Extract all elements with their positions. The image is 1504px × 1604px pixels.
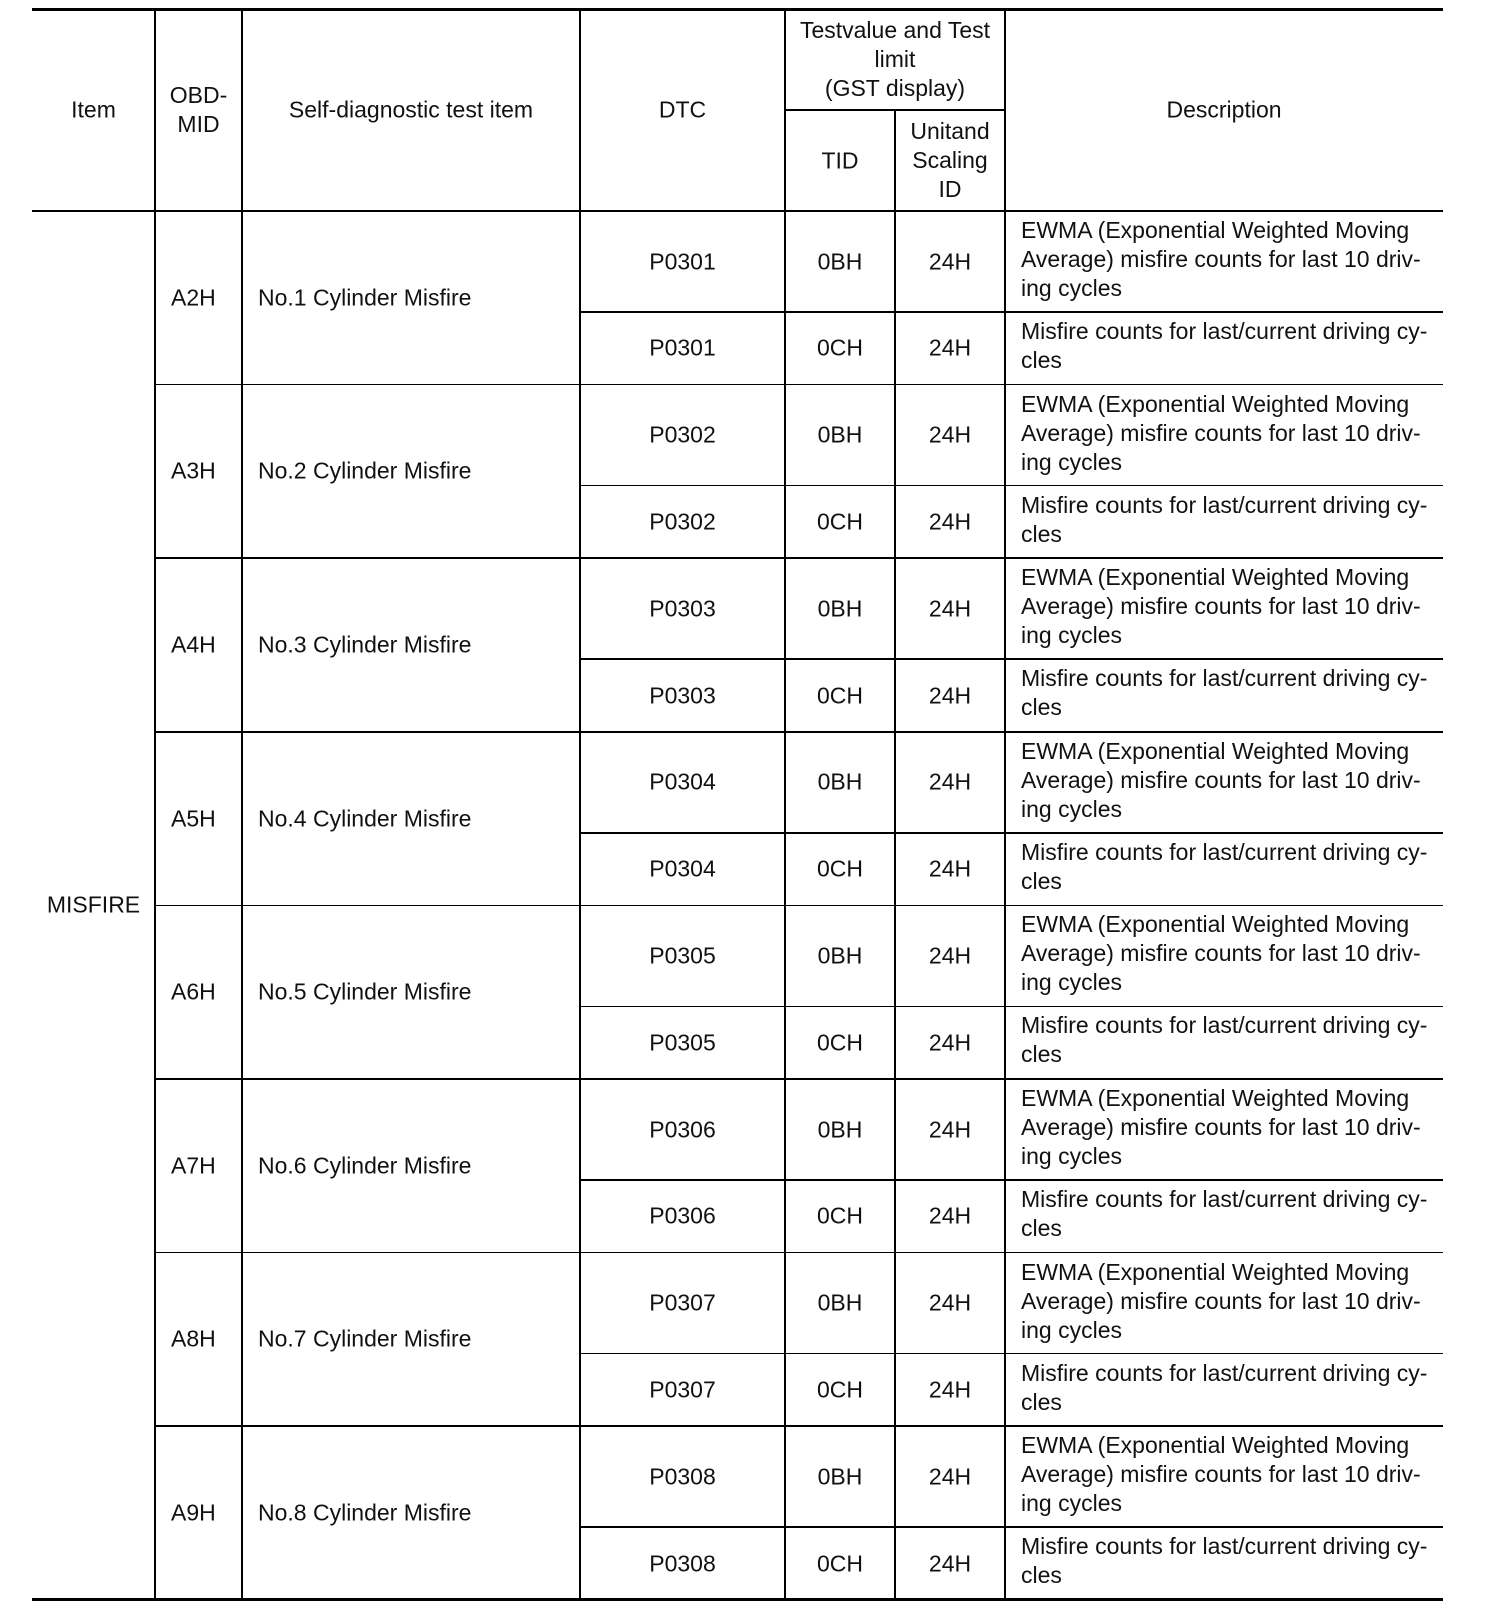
dtc-cell: P0302 xyxy=(649,508,716,535)
unit-scaling-cell: 24H xyxy=(928,768,972,795)
description-line: cles xyxy=(1021,694,1062,721)
row-rule xyxy=(580,1179,1443,1181)
obd-mid-cell: A6H xyxy=(171,978,216,1005)
description-line: Average) misfire counts for last 10 driv- xyxy=(1021,419,1421,446)
header-test-value-line-3: (GST display) xyxy=(824,75,966,101)
column-rule xyxy=(894,110,896,1600)
column-rule xyxy=(154,9,156,1600)
description-line: cles xyxy=(1021,1388,1062,1415)
header-description: Description xyxy=(1166,96,1282,123)
description-line: Misfire counts for last/current driving cy- xyxy=(1021,491,1428,518)
dtc-cell: P0304 xyxy=(649,768,716,795)
description-line: ing cycles xyxy=(1021,1143,1122,1169)
description-line: Misfire counts for last/current driving cy- xyxy=(1021,1186,1428,1212)
row-rule xyxy=(155,731,1443,733)
item-misfire: MISFIRE xyxy=(46,891,141,918)
tid-cell: 0CH xyxy=(816,334,864,361)
tid-cell: 0CH xyxy=(816,508,864,535)
tid-cell: 0CH xyxy=(816,1550,864,1576)
header-unit-scaling-line-2: Scaling xyxy=(912,147,988,173)
unit-scaling-cell: 24H xyxy=(928,1289,972,1316)
row-rule xyxy=(155,905,1443,907)
description-line: EWMA (Exponential Weighted Moving xyxy=(1021,217,1410,243)
row-rule xyxy=(32,1598,1443,1601)
unit-scaling-cell: 24H xyxy=(928,1202,972,1229)
column-rule xyxy=(784,9,786,1600)
unit-scaling-cell: 24H xyxy=(928,942,972,969)
description-line: cles xyxy=(1021,1562,1062,1589)
dtc-cell: P0307 xyxy=(649,1376,716,1403)
dtc-cell: P0305 xyxy=(649,1029,716,1056)
description-line: Misfire counts for last/current driving cy- xyxy=(1021,1012,1428,1039)
tid-cell: 0CH xyxy=(816,855,864,882)
description-line: Average) misfire counts for last 10 driv- xyxy=(1021,246,1421,272)
description-line: Misfire counts for last/current driving cy- xyxy=(1021,1359,1428,1386)
description-line: ing cycles xyxy=(1021,275,1122,301)
obd-mid-cell: A4H xyxy=(171,631,216,658)
unit-scaling-cell: 24H xyxy=(928,248,972,274)
description-line: Misfire counts for last/current driving cy- xyxy=(1021,318,1428,344)
unit-scaling-cell: 24H xyxy=(928,1116,972,1142)
tid-cell: 0BH xyxy=(817,1463,863,1490)
unit-scaling-cell: 24H xyxy=(928,1463,972,1490)
unit-scaling-cell: 24H xyxy=(928,1550,972,1576)
dtc-cell: P0308 xyxy=(649,1550,716,1576)
test-item-cell: No.1 Cylinder Misfire xyxy=(258,284,472,311)
row-rule xyxy=(155,557,1443,559)
tid-cell: 0BH xyxy=(817,595,863,622)
description-line: cles xyxy=(1021,867,1062,894)
description-line: EWMA (Exponential Weighted Moving xyxy=(1021,564,1410,591)
dtc-cell: P0303 xyxy=(649,682,716,708)
description-line: Average) misfire counts for last 10 driv- xyxy=(1021,593,1421,620)
obd-mid-cell: A9H xyxy=(171,1499,216,1526)
obd-mid-cell: A8H xyxy=(171,1325,216,1352)
row-rule xyxy=(32,8,1443,11)
column-rule xyxy=(579,9,581,1600)
description-line: ing cycles xyxy=(1021,1316,1122,1343)
obd-mid-cell: A3H xyxy=(171,457,216,484)
description-line: ing cycles xyxy=(1021,622,1122,649)
unit-scaling-cell: 24H xyxy=(928,855,972,882)
tid-cell: 0CH xyxy=(816,1202,864,1229)
row-rule xyxy=(155,1078,1443,1080)
description-line: cles xyxy=(1021,1215,1062,1241)
test-item-cell: No.3 Cylinder Misfire xyxy=(258,631,472,658)
description-line: cles xyxy=(1021,1041,1062,1068)
dtc-cell: P0306 xyxy=(649,1202,716,1229)
tid-cell: 0CH xyxy=(816,682,864,708)
description-line: cles xyxy=(1021,520,1062,547)
tid-cell: 0BH xyxy=(817,421,863,448)
row-rule xyxy=(32,210,1443,213)
row-rule xyxy=(580,1526,1443,1528)
header-tid: TID xyxy=(821,147,859,173)
obd-mid-cell: A7H xyxy=(171,1152,216,1179)
description-line: Average) misfire counts for last 10 driv- xyxy=(1021,1461,1421,1488)
row-rule xyxy=(580,1353,1443,1355)
dtc-cell: P0307 xyxy=(649,1289,716,1316)
description-line: Misfire counts for last/current driving cy- xyxy=(1021,1533,1428,1560)
test-item-cell: No.5 Cylinder Misfire xyxy=(258,978,472,1005)
description-line: EWMA (Exponential Weighted Moving xyxy=(1021,1432,1410,1459)
tid-cell: 0CH xyxy=(816,1029,864,1056)
unit-scaling-cell: 24H xyxy=(928,508,972,535)
description-line: ing cycles xyxy=(1021,448,1122,475)
dtc-cell: P0301 xyxy=(649,248,716,274)
description-line: Misfire counts for last/current driving cy- xyxy=(1021,665,1428,692)
row-rule xyxy=(580,311,1443,313)
test-item-cell: No.2 Cylinder Misfire xyxy=(258,457,472,484)
description-line: EWMA (Exponential Weighted Moving xyxy=(1021,737,1410,764)
column-rule xyxy=(241,9,243,1600)
column-rule xyxy=(1004,9,1006,1600)
description-line: Average) misfire counts for last 10 driv- xyxy=(1021,766,1421,793)
description-line: EWMA (Exponential Weighted Moving xyxy=(1021,1085,1410,1111)
tid-cell: 0BH xyxy=(817,1116,863,1142)
description-line: EWMA (Exponential Weighted Moving xyxy=(1021,911,1410,938)
obd-mid-cell: A2H xyxy=(171,284,216,311)
header-unit-scaling-line-3: ID xyxy=(938,176,962,202)
description-line: EWMA (Exponential Weighted Moving xyxy=(1021,390,1410,417)
header-dtc: DTC xyxy=(658,96,707,123)
header-obd-mid-line-1: OBD- xyxy=(169,82,228,108)
tid-cell: 0BH xyxy=(817,1289,863,1316)
row-rule xyxy=(155,1425,1443,1427)
unit-scaling-cell: 24H xyxy=(928,595,972,622)
obd-mid-cell: A5H xyxy=(171,805,216,832)
description-line: EWMA (Exponential Weighted Moving xyxy=(1021,1258,1410,1285)
dtc-cell: P0303 xyxy=(649,595,716,622)
dtc-cell: P0301 xyxy=(649,334,716,361)
test-item-cell: No.4 Cylinder Misfire xyxy=(258,805,472,832)
header-test-value-line-2: limit xyxy=(874,46,916,72)
dtc-cell: P0306 xyxy=(649,1116,716,1142)
tid-cell: 0CH xyxy=(816,1376,864,1403)
dtc-cell: P0304 xyxy=(649,855,716,882)
row-rule xyxy=(580,832,1443,834)
header-obd-mid-line-2: MID xyxy=(177,111,220,137)
test-item-cell: No.8 Cylinder Misfire xyxy=(258,1499,472,1526)
row-rule xyxy=(155,1252,1443,1254)
unit-scaling-cell: 24H xyxy=(928,421,972,448)
test-item-cell: No.6 Cylinder Misfire xyxy=(258,1152,472,1179)
description-line: ing cycles xyxy=(1021,969,1122,996)
description-line: cles xyxy=(1021,347,1062,373)
unit-scaling-cell: 24H xyxy=(928,682,972,708)
dtc-cell: P0308 xyxy=(649,1463,716,1490)
description-line: ing cycles xyxy=(1021,1490,1122,1517)
description-line: Misfire counts for last/current driving cy- xyxy=(1021,838,1428,865)
header-unit-scaling-line-1: Unitand xyxy=(910,118,990,144)
header-test-value-line-1: Testvalue and Test xyxy=(799,17,991,43)
description-line: Average) misfire counts for last 10 driv- xyxy=(1021,940,1421,967)
unit-scaling-cell: 24H xyxy=(928,1029,972,1056)
row-rule xyxy=(155,384,1443,386)
row-rule xyxy=(580,1006,1443,1008)
row-rule xyxy=(580,485,1443,487)
test-item-cell: No.7 Cylinder Misfire xyxy=(258,1325,472,1352)
tid-cell: 0BH xyxy=(817,942,863,969)
description-line: ing cycles xyxy=(1021,795,1122,822)
dtc-cell: P0305 xyxy=(649,942,716,969)
unit-scaling-cell: 24H xyxy=(928,1376,972,1403)
header-item: Item xyxy=(71,96,116,123)
tid-cell: 0BH xyxy=(817,768,863,795)
row-rule xyxy=(580,658,1443,660)
dtc-cell: P0302 xyxy=(649,421,716,448)
description-line: Average) misfire counts for last 10 driv- xyxy=(1021,1287,1421,1314)
tid-cell: 0BH xyxy=(817,248,863,274)
description-line: Average) misfire counts for last 10 driv- xyxy=(1021,1114,1421,1140)
header-self-diagnostic-item: Self-diagnostic test item xyxy=(288,96,534,123)
unit-scaling-cell: 24H xyxy=(928,334,972,361)
